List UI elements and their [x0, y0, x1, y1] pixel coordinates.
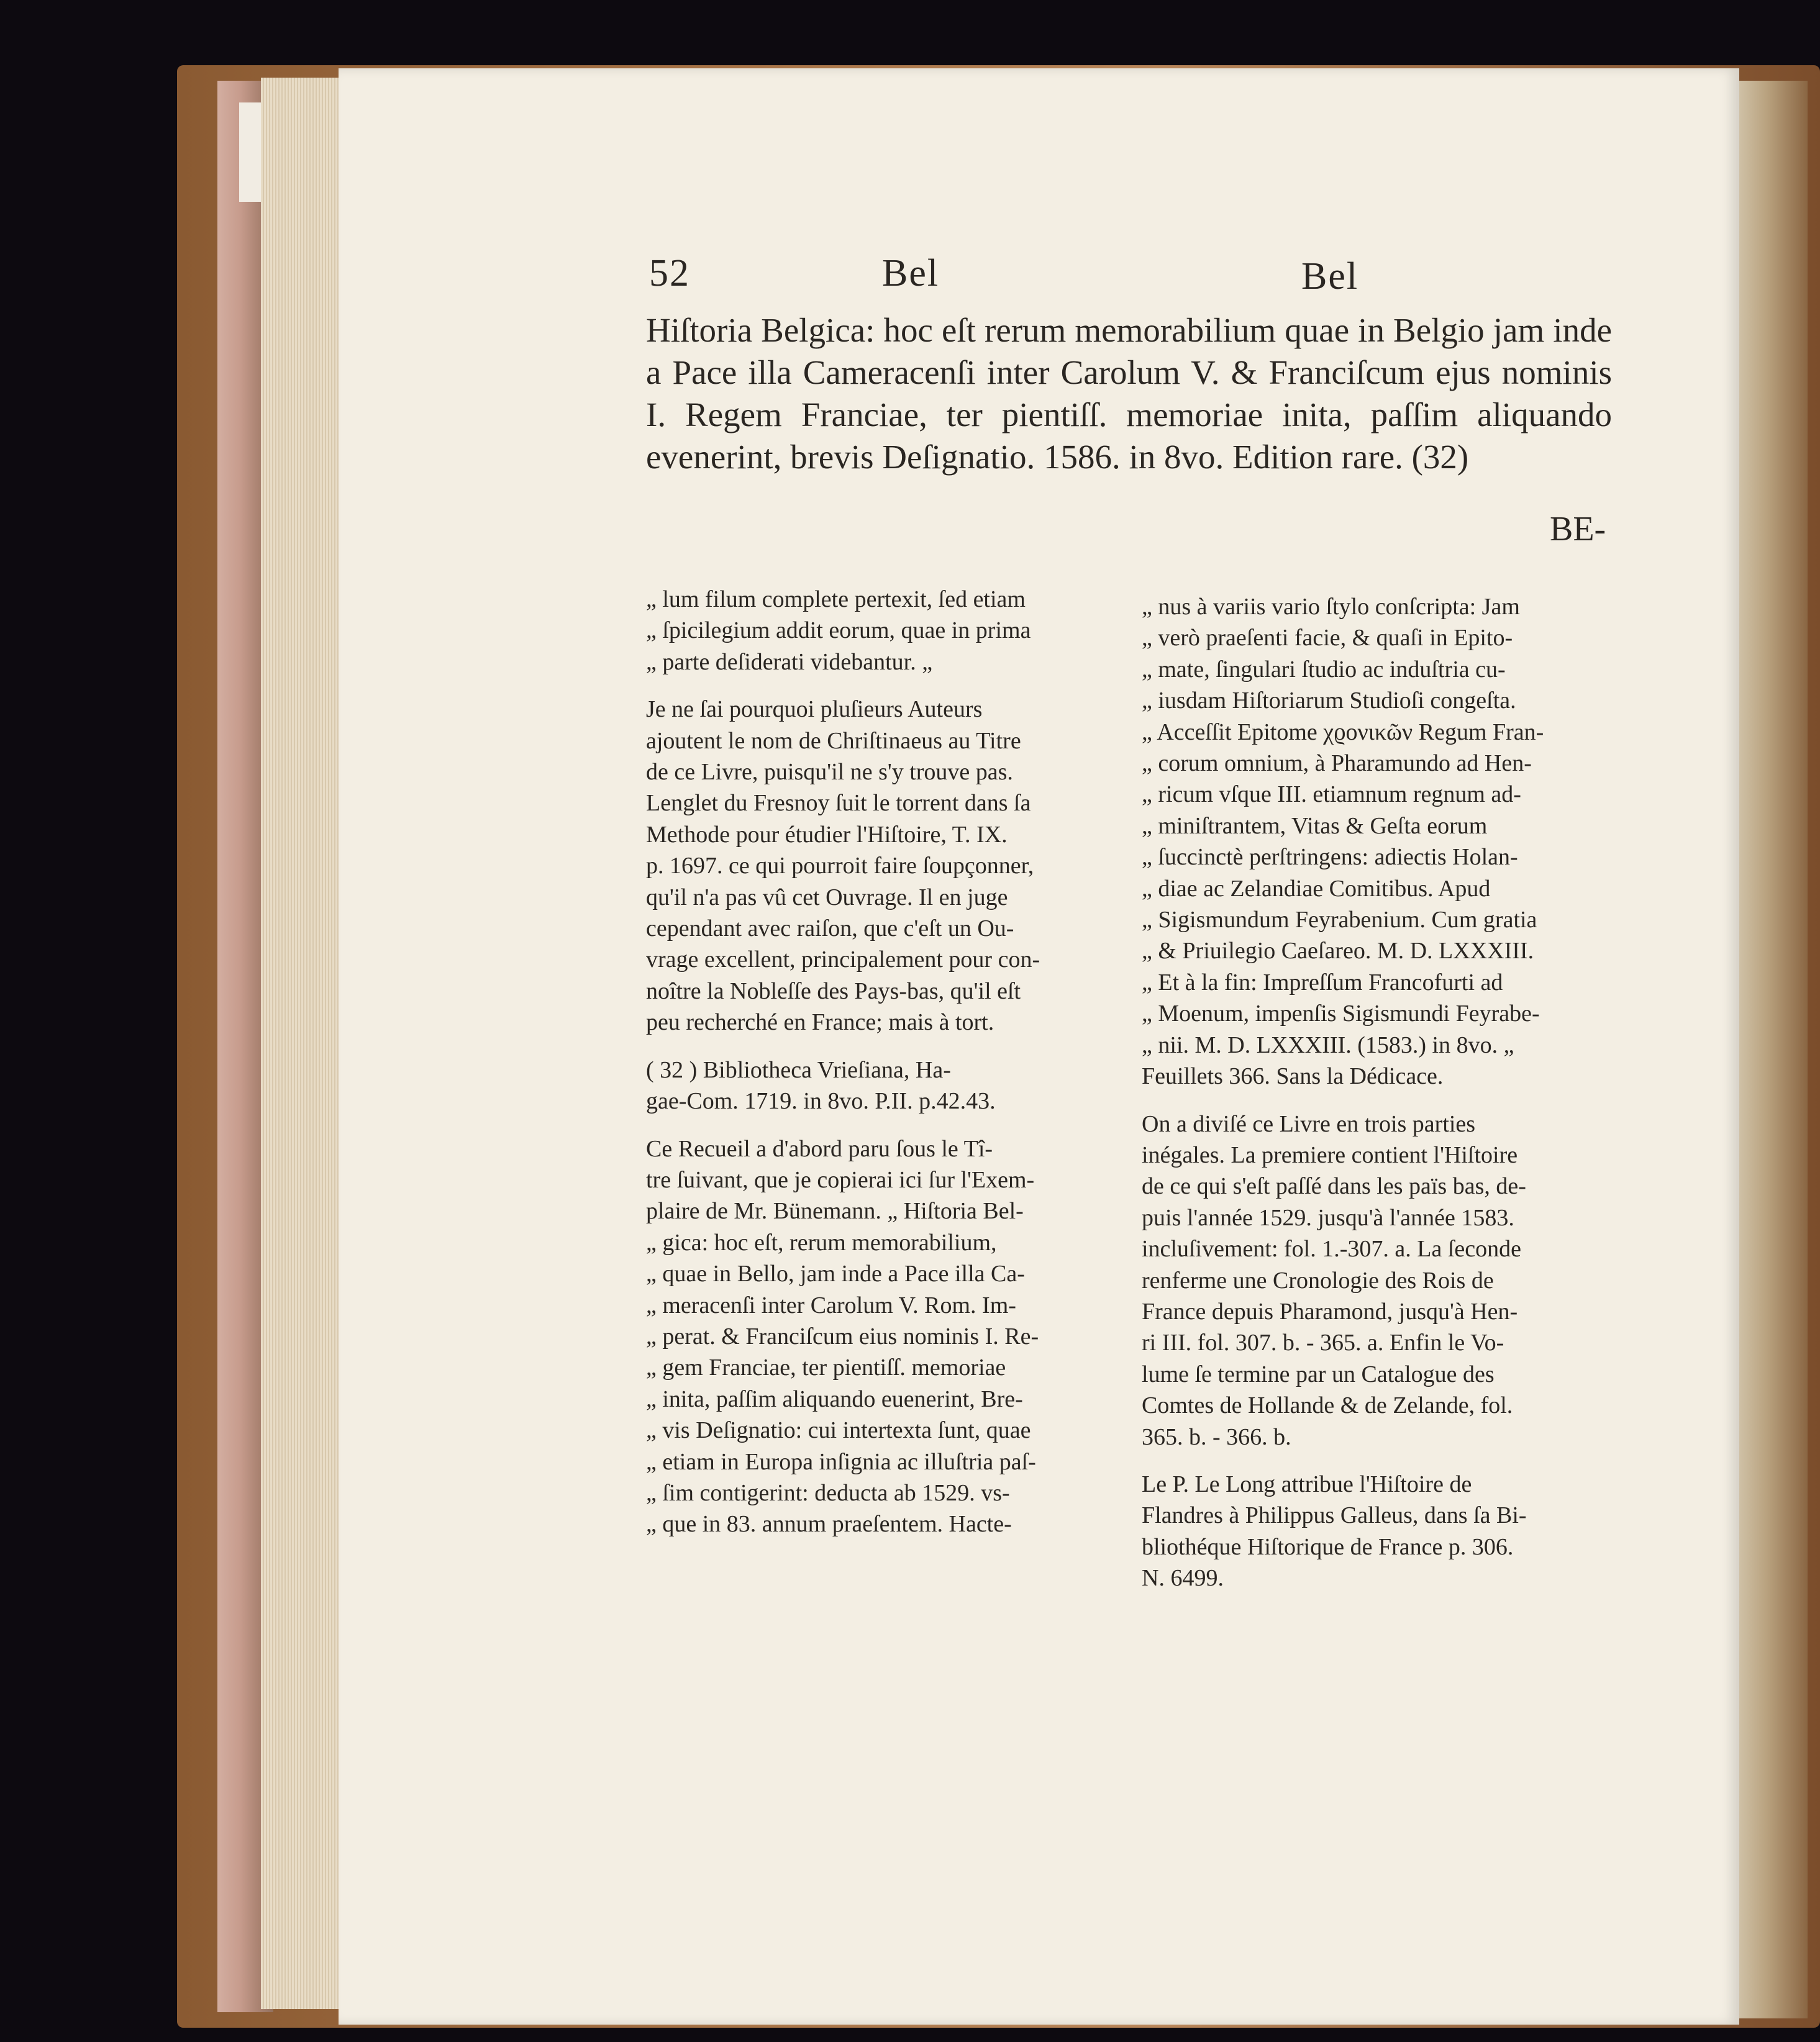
text-line: peu recherché en France; mais à tort.	[646, 1009, 994, 1036]
catchword: BE-	[1550, 510, 1606, 548]
text-line: N. 6499.	[1142, 1565, 1224, 1592]
text-line: tre ſuivant, que je copierai ici ſur l'Exem-	[646, 1166, 1035, 1193]
text-line: „ nii. M. D. LXXXIII. (1583.) in 8vo. „	[1142, 1032, 1514, 1058]
text-line: „ inita, paſſim aliquando euenerint, Bre-	[646, 1386, 1023, 1412]
text-line: Je ne ſai pourquoi pluſieurs Auteurs	[646, 696, 983, 723]
text-line: „ etiam in Europa inſignia ac illuſtria paſ-	[646, 1448, 1036, 1475]
text-line: „ ſpicilegium addit eorum, quae in prima	[646, 617, 1031, 644]
text-line: „ Moenum, impenſis Sigismundi Feyrabe-	[1142, 1001, 1540, 1027]
text-line: cependant avec raiſon, que c'eſt un Ou-	[646, 915, 1014, 942]
text-line: „ miniſtrantem, Vitas & Geſta eorum	[1142, 812, 1488, 839]
text-line: gae-Com. 1719. in 8vo. P.II. p.42.43.	[646, 1088, 996, 1115]
text-line: inégales. La premiere contient l'Hiſtoire	[1142, 1141, 1518, 1168]
text-line: „ ſim contigerint: deducta ab 1529. vs-	[646, 1479, 1010, 1506]
text-line: „ mate, ſingulari ſtudio ac induſtria cu-	[1142, 656, 1506, 683]
text-line: 365. b. - 366. b.	[1142, 1423, 1291, 1450]
text-line: p. 1697. ce qui pourroit faire ſoupçonner,	[646, 853, 1034, 879]
text-line: „ perat. & Franciſcum eius nominis I. Re-	[646, 1323, 1039, 1350]
text-line: „ Sigismundum Feyrabenium. Cum gratia	[1142, 907, 1537, 933]
left-column	[646, 584, 1109, 1540]
text-line: „ & Priuilegio Caeſareo. M. D. LXXXIII.	[1142, 938, 1534, 964]
text-line: ajoutent le nom de Chriſtinaeus au Titre	[646, 727, 1021, 754]
text-line: „ verò praeſenti facie, & quaſi in Epito-	[1142, 625, 1513, 651]
text-line: France depuis Pharamond, jusqu'à Hen-	[1142, 1298, 1518, 1325]
text-line: „ meracenſi inter Carolum V. Rom. Im-	[646, 1292, 1016, 1318]
text-line: „ vis Deſignatio: cui intertexta ſunt, quae	[646, 1417, 1031, 1444]
text-line: Methode pour étudier l'Hiſtoire, T. IX.	[646, 821, 1008, 848]
text-line	[1142, 1092, 1604, 1109]
text-line: lume ſe termine par un Catalogue des	[1142, 1361, 1495, 1387]
text-line: Flandres à Philippus Galleus, dans ſa Bi-	[1142, 1502, 1527, 1529]
text-line: „ corum omnium, à Pharamundo ad Hen-	[1142, 750, 1532, 777]
text-line: ri III. fol. 307. b. - 365. a. Enfin le Vo-	[1142, 1330, 1504, 1356]
text-line	[646, 1117, 1109, 1133]
text-line	[646, 678, 1109, 694]
text-line: „ ricum vſque III. etiamnum regnum ad-	[1142, 781, 1521, 808]
text-line: Feuillets 366. Sans la Dédicace.	[1142, 1063, 1444, 1090]
text-line: On a diviſé ce Livre en trois parties	[1142, 1110, 1476, 1137]
page-number: 52	[649, 252, 690, 294]
intro-paragraph: Hiſtoria Belgica: hoc eſt rerum memorabilium quae in Belgio jam inde a Pace illa Cameracenſi inter Carolum V. & Franciſcum ejus nominis I. Regem Franciae, ter pientiſſ. memoriae inita, paſſim aliquando evenerint, brevis Deſignatio. 1586. in 8vo. Edition rare. (32)	[646, 311, 1612, 476]
text-line: „ diae ac Zelandiae Comitibus. Apud	[1142, 875, 1491, 902]
text-line: bliothéque Hiſtorique de France p. 306.	[1142, 1533, 1514, 1560]
spine-label	[239, 102, 262, 202]
text-line: noître la Nobleſſe des Pays-bas, qu'il eſt	[646, 978, 1021, 1004]
facing-page-edge	[1739, 81, 1808, 2018]
running-header-right: Bel	[1301, 255, 1359, 297]
text-line	[646, 1038, 1109, 1055]
text-line: „ ſuccinctè perſtringens: adiectis Holan-	[1142, 844, 1518, 871]
running-header-left: Bel	[882, 252, 940, 294]
text-line: de ce qui s'eſt paſſé dans les païs bas, de-	[1142, 1173, 1526, 1200]
text-line: Le P. Le Long attribue l'Hiſtoire de	[1142, 1471, 1472, 1497]
text-line: renferme une Cronologie des Rois de	[1142, 1267, 1494, 1294]
text-line: ( 32 ) Bibliotheca Vrieſiana, Ha-	[646, 1056, 951, 1083]
text-line: „ nus à variis vario ſtylo conſcripta: Jam	[1142, 594, 1520, 620]
text-line: plaire de Mr. Bünemann. „ Hiſtoria Bel-	[646, 1198, 1024, 1225]
text-line: „ iusdam Hiſtoriarum Studioſi congeſta.	[1142, 687, 1516, 714]
text-line: „ Et à la fin: Impreſſum Francofurti ad	[1142, 969, 1503, 996]
text-line: „ quae in Bello, jam inde a Pace illa Ca-	[646, 1261, 1025, 1287]
text-line: „ parte deſiderati videbantur. „	[646, 648, 933, 675]
text-line: Ce Recueil a d'abord paru ſous le Tî-	[646, 1135, 993, 1162]
right-column	[1142, 591, 1604, 1594]
text-line: „ lum filum complete pertexit, ſed etiam	[646, 586, 1026, 612]
text-line: „ gica: hoc eſt, rerum memorabilium,	[646, 1229, 997, 1256]
text-line: „ Acceſſit Epitome χϱονικῶν Regum Fran-	[1142, 719, 1544, 745]
text-line: incluſivement: fol. 1.-307. a. La ſeconde	[1142, 1236, 1521, 1263]
page-edges	[261, 78, 342, 2009]
text-line	[1142, 1453, 1604, 1469]
text-line: de ce Livre, puisqu'il ne s'y trouve pas.	[646, 759, 1013, 786]
text-line: qu'il n'a pas vû cet Ouvrage. Il en juge	[646, 884, 1008, 910]
text-line: „ que in 83. annum praeſentem. Hacte-	[646, 1511, 1012, 1538]
text-line: Comtes de Hollande & de Zelande, fol.	[1142, 1392, 1513, 1419]
text-line: „ gem Franciae, ter pientiſſ. memoriae	[646, 1355, 1006, 1381]
text-line: puis l'année 1529. jusqu'à l'année 1583.	[1142, 1204, 1514, 1231]
text-line: vrage excellent, principalement pour con-	[646, 946, 1040, 973]
text-line: Lenglet du Fresnoy ſuit le torrent dans ſa	[646, 790, 1031, 817]
